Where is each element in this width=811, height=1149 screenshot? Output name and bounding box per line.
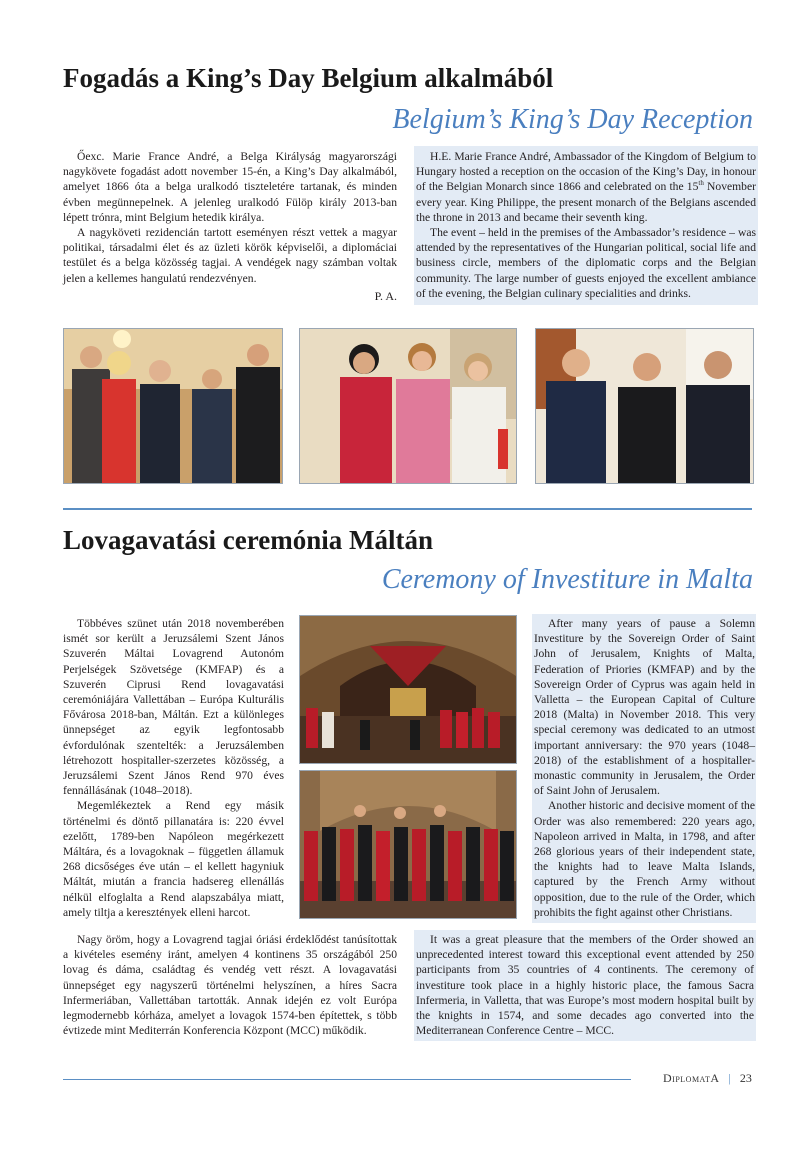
article1-hu-text xyxy=(63,149,397,304)
hu-paragraph: Többéves szünet után 2018 novemberében ismét sor került a Jeruzsálemi Szent János Szuverén Máltai Lovagrend Autonóm Perjelségek Szövetsége (KMFAP) és a Szuverén Ciprusi Rend lovagavatási ceremóniájára Vallettában – Európa Kulturális Fővárosa 2018-ban, Máltán. Ezt a különleges ünnepséget az egyik legfontosabb évfordulónak szentelték: a Jeruzsálemben létrehozott hospitaller-szerzetes közösség, a Jeruzsálemi Szent János Rend 970 éves fennállásának (1048–2018). xyxy=(63,617,284,798)
hu-paragraph: Nagy öröm, hogy a Lovagrend tagjai óriási érdeklődést tanúsítottak a kivételes esemény iránt, amelyen 4 kontinens 35 országából 250 lovag és dáma, családtag és vendég vett részt. A lovagavatási ünnepséget egy nagyszerű történelmi helyszínen, a híres Sacra Infermeriában, Vallettában tartották. Annak idején ez volt Európa legmodernebb kórháza, amelyet a lovagok 1574-ben építettek, s több évtizede mint Mediterrán Konferencia Központ (MCC) működik. xyxy=(63,933,397,1038)
hu-paragraph: Megemlékeztek a Rend egy másik történelmi és döntő pillanatára is: 220 évvel ezelőtt, 1789-ben Napóleon megérkezett Máltára, és a lovagoknak – független államuk 268 dicsőséges éve után – el kellett hagyniuk Máltát, miután a francia hadsereg ellenállás nélkül elfoglalta a Rend alapszabálya miatt, amely tiltja a keresztények elleni harcot. xyxy=(63,799,284,919)
article2-hu-text-wide xyxy=(63,932,397,1038)
article1-title-en: Belgium’s King’s Day Reception xyxy=(392,104,753,135)
signature: P. A. xyxy=(374,288,397,303)
en-paragraph: The event – held in the premises of the Ambassador’s residence – was attended by the representatives of the Hungarian political, social life and business circle, members of the diplomatic corps and the Belgian community. The large number of guests enjoyed the excellent ambiance of the evening, the Belgian culinary specialities and drinks. xyxy=(416,226,756,300)
magazine-name: DiplomatA xyxy=(663,1071,720,1085)
footer xyxy=(663,1071,752,1086)
footer-rule xyxy=(63,1079,631,1080)
article2-title-en: Ceremony of Investiture in Malta xyxy=(381,564,753,595)
en-paragraph: After many years of pause a Solemn Investiture by the Sovereign Order of Saint John of Jerusalem, Knights of Malta, Federation of Priories (KMFAP) and by the Sovereign Order of Cyprus was again held in Valletta – the European Capital of Culture 2018 (Malta) in November 2018. This very special ceremony was dedicated to an utmost important anniversary: the 970 years (1048–2018) of the establishment of a hospitaller-monastic community in Jerusalem, the Order of Saint John of Jerusalem. xyxy=(534,617,755,798)
en-paragraph: It was a great pleasure that the members of the Order showed an unprecedented interest toward this exceptional event attended by 250 participants from 35 countries of 4 continents. The ceremony of investiture took place in a highly historic place, the famous Sacra Infermeria, in Valletta, that was Europe’s most modern hospital built by the knights in 1574, and some decades ago converted into the Mediterranean Conference Centre – MCC. xyxy=(416,933,754,1038)
hu-paragraph: Őexc. Marie France André, a Belga Királyság magyarországi nagykövete fogadást adott november 15-én, a King’s Day alkalmából, amelyet 1866 óta a belga uralkodó tiszteletére tartanak, és minden évben megünnepelnek. A jelenleg uralkodó Fülöp király 2013-ban lépett trónra, mint Belgium hetedik királya. xyxy=(63,150,397,224)
article2-en-panel-narrow xyxy=(532,614,756,923)
page-number: 23 xyxy=(739,1071,752,1085)
reception-photo-3 xyxy=(535,328,754,484)
article2-en-panel-wide xyxy=(414,930,756,1041)
en-paragraph: H.E. Marie France André, Ambassador of the Kingdom of Belgium to Hungary hosted a reception on the occasion of the King’s Day, in honour of the Belgian Monarch since 1866 and celebrated on the 15th November every year. King Philippe, the present monarch of the Belgians ascended the throne in 2013 and became their seventh king. xyxy=(416,150,756,224)
reception-photo-1 xyxy=(63,328,283,484)
article2-hu-text xyxy=(63,616,284,920)
reception-photo-2 xyxy=(299,328,517,484)
ceremony-photo-2 xyxy=(299,770,517,919)
hu-paragraph: A nagyköveti rezidencián tartott eseményen részt vettek a magyar politikai, társadalmi élet és az üzleti körök képviselői, a diplomáciai testület és a belga közösség tagjai. A vendégek nagy számban voltak jelen a kellemes hangulatú rendezvényen. xyxy=(63,226,397,285)
en-paragraph: Another historic and decisive moment of the Order was also remembered: 220 years ago, Napoleon arrived in Malta, in 1798, and after 268 glorious years of their independent state, the knights had to leave Malta Islands, captured by the French Army without opposition, due to the rule of the Order, which prohibits the fight against other Christians. xyxy=(534,799,755,919)
section-divider xyxy=(63,508,752,510)
ceremony-photo-1 xyxy=(299,615,517,764)
article1-en-panel xyxy=(414,146,758,305)
article2-title-hu: Lovagavatási ceremónia Máltán xyxy=(63,525,433,555)
article1-title-hu: Fogadás a King’s Day Belgium alkalmából xyxy=(63,63,554,93)
footer-separator: | xyxy=(728,1071,731,1085)
